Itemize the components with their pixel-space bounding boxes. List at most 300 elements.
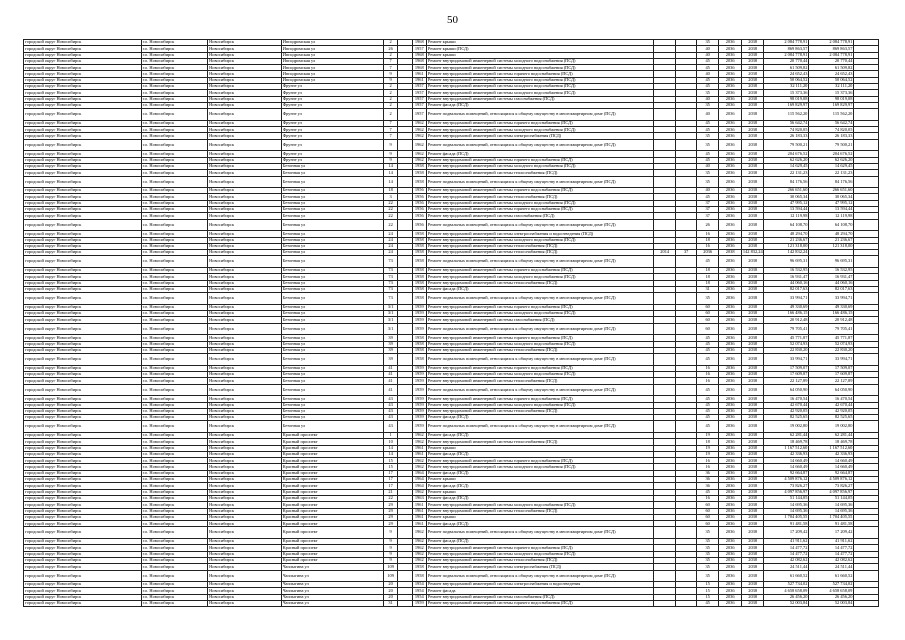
table-row — [24, 90, 879, 96]
start-year-cell: 2036 — [719, 470, 742, 476]
work-type-cell: Ремонт подвальных помещений, относящихся к общему имуществу в многоквартирном доме (ПСД) — [426, 421, 653, 433]
settlement-cell: Новосибирск — [208, 341, 282, 347]
end-year-cell: 2038 — [741, 267, 764, 273]
cost-cell: 84 176,56 — [764, 176, 809, 188]
work-type-cell: Ремонт крыши — [426, 477, 653, 483]
term-cell: 45 — [696, 194, 719, 200]
work-type-cell: Ремонт фасада (ПСД) — [426, 483, 653, 489]
work-type-cell: Ремонт внутридомовой инженерной системы холодного водоснабжения (ПСД) — [426, 402, 653, 408]
cost-cell: 62 626,20 — [764, 157, 809, 163]
house-cell: 15 — [383, 464, 397, 470]
municipality-cell: г.о. Новосибирск — [141, 433, 207, 439]
house-cell: 10 — [383, 439, 397, 445]
total-cost-cell: 52 074,93 — [809, 341, 854, 347]
municipality-cell: г.о. Новосибирск — [141, 286, 207, 292]
work-type-cell: Ремонт фасада (ПСД) — [426, 151, 653, 157]
street-cell: Бетонная ул — [281, 176, 383, 188]
year-cell: 1959 — [412, 304, 426, 310]
settlement-cell: Новосибирск — [208, 237, 282, 243]
end-year-cell: 2038 — [741, 52, 764, 58]
term-cell: 60 — [696, 311, 719, 317]
term-cell: 16 — [696, 231, 719, 237]
cost-cell: 41 911,62 — [764, 539, 809, 545]
owner-cell: городской округ Новосибирск — [24, 335, 142, 341]
municipality-cell: г.о. Новосибирск — [141, 274, 207, 280]
street-cell: Ипподромская ул — [281, 40, 383, 46]
work-type-cell: Ремонт внутридомовой инженерной системы теплоснабжения (ПСД) — [426, 378, 653, 384]
work-type-cell: Ремонт крыши — [426, 40, 653, 46]
end-year-cell: 2038 — [741, 445, 764, 451]
house-cell: 2 — [383, 109, 397, 121]
end-year-cell: 2038 — [741, 527, 764, 539]
cost-cell: 64 108,70 — [764, 219, 809, 231]
work-type-cell: Ремонт внутридомовой инженерной системы холодного водоснабжения (ПСД) — [426, 127, 653, 133]
house-cell: 73 — [383, 274, 397, 280]
owner-cell: городской округ Новосибирск — [24, 237, 142, 243]
owner-cell: городской округ Новосибирск — [24, 71, 142, 77]
total-cost-cell: 869 863,57 — [809, 46, 854, 52]
cost-cell: 48 294,70 — [764, 231, 809, 237]
year-cell: 1961 — [412, 451, 426, 457]
street-cell: Бетонная ул — [281, 188, 383, 194]
year-cell: 1958 — [412, 256, 426, 268]
house-cell: 7 — [383, 65, 397, 71]
settlement-cell: Новосибирск — [208, 163, 282, 169]
extra-cell — [653, 601, 676, 607]
table-row — [24, 396, 879, 402]
total-cost-cell: 14 695,36 — [809, 508, 854, 514]
start-year-cell: 2036 — [719, 458, 742, 464]
municipality-cell: г.о. Новосибирск — [141, 588, 207, 594]
municipality-cell: г.о. Новосибирск — [141, 378, 207, 384]
term-cell: 16 — [696, 458, 719, 464]
street-cell: Фрунзе ул — [281, 84, 383, 90]
total-cost-cell: 17 509,07 — [809, 365, 854, 371]
settlement-cell: Новосибирск — [208, 176, 282, 188]
owner-cell: городской округ Новосибирск — [24, 514, 142, 520]
work-type-cell: Ремонт фасада (ПСД) — [426, 451, 653, 457]
municipality-cell: г.о. Новосибирск — [141, 65, 207, 71]
year-cell: 1961 — [412, 502, 426, 508]
settlement-cell: Новосибирск — [208, 378, 282, 384]
empty-cell — [854, 527, 879, 539]
work-type-cell: Ремонт фасада (ПСД) — [426, 495, 653, 501]
municipality-cell: г.о. Новосибирск — [141, 502, 207, 508]
street-cell: Фрунзе ул — [281, 120, 383, 126]
work-type-cell: Ремонт внутридомовой инженерной системы теплоснабжения (ПСД) — [426, 243, 653, 249]
settlement-cell: Новосибирск — [208, 133, 282, 139]
municipality-cell: г.о. Новосибирск — [141, 58, 207, 64]
end-year-cell: 2038 — [741, 274, 764, 280]
cost-cell: 26 456,20 — [764, 594, 809, 600]
total-cost-cell: 61 509,82 — [809, 65, 854, 71]
municipality-cell: г.о. Новосибирск — [141, 256, 207, 268]
house-cell: 9 — [383, 151, 397, 157]
cost-cell: 527 734,02 — [764, 582, 809, 588]
cost-cell: 22 830,20 — [764, 347, 809, 353]
year-cell: 1962 — [412, 489, 426, 495]
extra-cell — [676, 256, 696, 268]
house-cell: 9 — [383, 551, 397, 557]
table-row — [24, 102, 879, 108]
start-year-cell: 2036 — [719, 495, 742, 501]
owner-cell: городской округ Новосибирск — [24, 127, 142, 133]
house-cell: 73 — [383, 256, 397, 268]
owner-cell: городской округ Новосибирск — [24, 231, 142, 237]
house-cell: 20 — [383, 582, 397, 588]
year-cell: 1956 — [412, 219, 426, 231]
house-cell: 39 — [383, 347, 397, 353]
year-cell: 1958 — [412, 341, 426, 347]
table-row — [24, 464, 879, 470]
year-cell: 1958 — [412, 176, 426, 188]
street-cell: Чаплыгина ул — [281, 601, 383, 607]
owner-cell: городской округ Новосибирск — [24, 458, 142, 464]
start-year-cell: 2036 — [719, 280, 742, 286]
year-cell: 1962 — [412, 133, 426, 139]
start-year-cell: 2036 — [719, 267, 742, 273]
municipality-cell: г.о. Новосибирск — [141, 133, 207, 139]
work-type-cell: Ремонт внутридомовой инженерной системы горячего водоснабжения (ПСД) — [426, 396, 653, 402]
table-row — [24, 127, 879, 133]
street-cell: Бетонная ул — [281, 280, 383, 286]
work-type-cell: Ремонт внутридомовой инженерной системы газоснабжения (ПСД) — [426, 594, 653, 600]
year-cell: 1962 — [412, 527, 426, 539]
year-cell: 1957 — [412, 102, 426, 108]
start-year-cell: 2036 — [719, 433, 742, 439]
extra-cell — [653, 256, 676, 268]
start-year-cell: 2036 — [719, 539, 742, 545]
cost-cell: 47 995,12 — [764, 200, 809, 206]
start-year-cell: 2036 — [719, 521, 742, 527]
owner-cell: городской округ Новосибирск — [24, 194, 142, 200]
table-row — [24, 188, 879, 194]
total-cost-cell: 4 097 856,97 — [809, 489, 854, 495]
owner-cell: городской округ Новосибирск — [24, 96, 142, 102]
cost-cell: 20 770,44 — [764, 58, 809, 64]
total-cost-cell: 64 108,70 — [809, 219, 854, 231]
work-type-cell: Ремонт внутридомовой инженерной системы холодного водоснабжения (ПСД) — [426, 274, 653, 280]
end-year-cell: 2038 — [741, 551, 764, 557]
term-cell: 45 — [696, 421, 719, 433]
street-cell: Фрунзе ул — [281, 139, 383, 151]
year-cell: 1958 — [412, 267, 426, 273]
year-cell: 1963 — [412, 495, 426, 501]
settlement-cell: Новосибирск — [208, 52, 282, 58]
cost-cell: 166 486,15 — [764, 311, 809, 317]
building-cell — [398, 421, 412, 433]
work-type-cell: Ремонт подвальных помещений, относящихся к общему имуществу в многоквартирном доме (ПСД) — [426, 176, 653, 188]
year-cell: 1957 — [412, 109, 426, 121]
term-cell: 19 — [696, 445, 719, 451]
table-row — [24, 200, 879, 206]
year-cell: 1962 — [412, 539, 426, 545]
capital-repair-table — [23, 39, 879, 607]
year-cell: 1956 — [412, 213, 426, 219]
start-year-cell: 2036 — [719, 551, 742, 557]
table-row — [24, 439, 879, 445]
house-cell: 24 — [383, 243, 397, 249]
term-cell: 45 — [696, 354, 719, 366]
street-cell: Ипподромская ул — [281, 52, 383, 58]
work-type-cell: Ремонт подвальных помещений, относящихся к общему имуществу в многоквартирном доме (ПСД) — [426, 256, 653, 268]
year-cell: 1964 — [412, 470, 426, 476]
work-type-cell: Ремонт подвальных помещений, относящихся к общему имуществу в многоквартирном доме (ПСД) — [426, 527, 653, 539]
year-cell: 1958 — [412, 231, 426, 237]
year-cell: 1961 — [412, 445, 426, 451]
start-year-cell: 2036 — [719, 200, 742, 206]
municipality-cell: г.о. Новосибирск — [141, 163, 207, 169]
owner-cell: городской округ Новосибирск — [24, 451, 142, 457]
settlement-cell: Новосибирск — [208, 384, 282, 396]
municipality-cell: г.о. Новосибирск — [141, 40, 207, 46]
settlement-cell: Новосибирск — [208, 477, 282, 483]
owner-cell: городской округ Новосибирск — [24, 433, 142, 439]
street-cell: Чаплыгина ул — [281, 582, 383, 588]
start-year-cell: 2036 — [719, 58, 742, 64]
municipality-cell: г.о. Новосибирск — [141, 200, 207, 206]
house-cell: 22 — [383, 219, 397, 231]
total-cost-cell: 51 144,05 — [809, 495, 854, 501]
term-cell: 45 — [696, 341, 719, 347]
street-cell: Бетонная ул — [281, 194, 383, 200]
settlement-cell: Новосибирск — [208, 280, 282, 286]
total-cost-cell: 22 127,89 — [809, 378, 854, 384]
end-year-cell: 2038 — [741, 470, 764, 476]
settlement-cell: Новосибирск — [208, 213, 282, 219]
municipality-cell: г.о. Новосибирск — [141, 451, 207, 457]
extra-cell — [653, 293, 676, 305]
house-cell: 73 — [383, 286, 397, 292]
total-cost-cell: 42 082,62 — [809, 557, 854, 563]
end-year-cell: 2038 — [741, 71, 764, 77]
empty-cell — [854, 323, 879, 335]
cost-cell: 42 670,44 — [764, 402, 809, 408]
start-year-cell: 2036 — [719, 489, 742, 495]
municipality-cell: г.о. Новосибирск — [141, 601, 207, 607]
term-cell: 45 — [696, 415, 719, 421]
cost-cell: 17 209,42 — [764, 527, 809, 539]
cost-cell: 14 660,49 — [764, 458, 809, 464]
year-cell: 1958 — [412, 237, 426, 243]
year-cell: 1958 — [412, 170, 426, 176]
end-year-cell: 2038 — [741, 477, 764, 483]
house-cell: 41 — [383, 384, 397, 396]
street-cell: Бетонная ул — [281, 347, 383, 353]
work-type-cell: Ремонт внутридомовой инженерной системы газоснабжения (ПСД) — [426, 96, 653, 102]
municipality-cell: г.о. Новосибирск — [141, 267, 207, 273]
total-cost-cell: 21 236,67 — [809, 237, 854, 243]
owner-cell: городской округ Новосибирск — [24, 46, 142, 52]
empty-cell — [854, 570, 879, 582]
building-cell — [398, 139, 412, 151]
street-cell: Бетонная ул — [281, 384, 383, 396]
cost-cell: 2 084 778,91 — [764, 40, 809, 46]
term-cell: 45 — [696, 347, 719, 353]
term-cell: 16 — [696, 372, 719, 378]
municipality-cell: г.о. Новосибирск — [141, 52, 207, 58]
total-cost-cell: 16 931,47 — [809, 274, 854, 280]
end-year-cell: 2038 — [741, 213, 764, 219]
end-year-cell: 2038 — [741, 102, 764, 108]
cost-cell: 12 119,98 — [764, 213, 809, 219]
year-cell: 1958 — [412, 293, 426, 305]
end-year-cell: 2038 — [741, 304, 764, 310]
end-year-cell: 2038 — [741, 120, 764, 126]
owner-cell: городской округ Новосибирск — [24, 65, 142, 71]
year-cell: 1961 — [412, 514, 426, 520]
settlement-cell: Новосибирск — [208, 514, 282, 520]
house-cell: 73 — [383, 267, 397, 273]
street-cell: Красный проспект — [281, 495, 383, 501]
table-row — [24, 256, 879, 268]
cost-cell: 26 183,33 — [764, 133, 809, 139]
house-cell: 14 — [383, 163, 397, 169]
end-year-cell: 2038 — [741, 84, 764, 90]
house-cell: 41 — [383, 372, 397, 378]
municipality-cell: г.о. Новосибирск — [141, 250, 207, 256]
street-cell: Бетонная ул — [281, 396, 383, 402]
total-cost-cell: 17 209,42 — [809, 527, 854, 539]
work-type-cell: Ремонт подвальных помещений, относящихся к общему имуществу в многоквартирном доме (ПСД) — [426, 293, 653, 305]
end-year-cell: 2038 — [741, 58, 764, 64]
year-cell: 1962 — [412, 157, 426, 163]
total-cost-cell: 16 532,95 — [809, 267, 854, 273]
end-year-cell: 2038 — [741, 243, 764, 249]
total-cost-cell: 62 626,20 — [809, 157, 854, 163]
owner-cell: городской округ Новосибирск — [24, 176, 142, 188]
municipality-cell: г.о. Новосибирск — [141, 341, 207, 347]
table-row — [24, 207, 879, 213]
term-cell: 16 — [696, 464, 719, 470]
house-cell: 3/1 — [383, 323, 397, 335]
end-year-cell: 2038 — [741, 286, 764, 292]
work-type-cell: Ремонт внутридомовой инженерной системы горячего водоснабжения (ПСД) — [426, 601, 653, 607]
table-row — [24, 323, 879, 335]
street-cell: Бетонная ул — [281, 354, 383, 366]
settlement-cell: Новосибирск — [208, 508, 282, 514]
owner-cell: городской округ Новосибирск — [24, 483, 142, 489]
cost-cell: 21 236,67 — [764, 237, 809, 243]
cost-cell: 14 695,36 — [764, 508, 809, 514]
total-cost-cell: 91 481,58 — [809, 521, 854, 527]
cost-cell: 52 003,84 — [764, 601, 809, 607]
year-cell: 1968 — [412, 40, 426, 46]
municipality-cell: г.о. Новосибирск — [141, 139, 207, 151]
term-cell: 36 — [696, 483, 719, 489]
municipality-cell: г.о. Новосибирск — [141, 243, 207, 249]
owner-cell: городской округ Новосибирск — [24, 402, 142, 408]
owner-cell: городской округ Новосибирск — [24, 421, 142, 433]
work-type-cell: Ремонт внутридомовой инженерной системы холодного водоснабжения (ПСД) — [426, 65, 653, 71]
settlement-cell: Новосибирск — [208, 304, 282, 310]
year-cell: 1959 — [412, 372, 426, 378]
street-cell: Бетонная ул — [281, 250, 383, 256]
table-row — [24, 120, 879, 126]
owner-cell: городской округ Новосибирск — [24, 464, 142, 470]
total-cost-cell: 50 064,52 — [809, 77, 854, 83]
total-cost-cell: 17 609,87 — [809, 372, 854, 378]
settlement-cell: Новосибирск — [208, 90, 282, 96]
start-year-cell: 2036 — [719, 286, 742, 292]
settlement-cell: Новосибирск — [208, 439, 282, 445]
table-row — [24, 176, 879, 188]
start-year-cell: 2036 — [719, 502, 742, 508]
end-year-cell: 2038 — [741, 90, 764, 96]
street-cell: Красный проспект — [281, 545, 383, 551]
street-cell: Красный проспект — [281, 539, 383, 545]
cost-cell: 61 509,82 — [764, 65, 809, 71]
street-cell: Бетонная ул — [281, 256, 383, 268]
owner-cell: городской округ Новосибирск — [24, 396, 142, 402]
start-year-cell: 2036 — [719, 231, 742, 237]
total-cost-cell: 24 652,43 — [809, 71, 854, 77]
total-cost-cell: 14 477,72 — [809, 545, 854, 551]
total-cost-cell: 82 017,63 — [809, 286, 854, 292]
end-year-cell: 2038 — [741, 372, 764, 378]
settlement-cell: Новосибирск — [208, 594, 282, 600]
owner-cell: городской округ Новосибирск — [24, 40, 142, 46]
cost-cell: 64 050,90 — [764, 384, 809, 396]
start-year-cell: 2036 — [719, 396, 742, 402]
end-year-cell: 2038 — [741, 396, 764, 402]
start-year-cell: 2036 — [719, 46, 742, 52]
end-year-cell: 2038 — [741, 582, 764, 588]
work-type-cell: Ремонт внутридомовой инженерной системы горячего водоснабжения (ПСД) — [426, 335, 653, 341]
street-cell: Красный проспект — [281, 514, 383, 520]
house-cell: 22 — [383, 200, 397, 206]
settlement-cell: Новосибирск — [208, 489, 282, 495]
settlement-cell: Новосибирск — [208, 527, 282, 539]
street-cell: Чаплыгина ул — [281, 570, 383, 582]
table-row — [24, 280, 879, 286]
total-cost-cell: 84 176,56 — [809, 176, 854, 188]
owner-cell: городской округ Новосибирск — [24, 365, 142, 371]
settlement-cell: Новосибирск — [208, 243, 282, 249]
start-year-cell: 2036 — [719, 335, 742, 341]
municipality-cell: г.о. Новосибирск — [141, 372, 207, 378]
end-year-cell: 2038 — [741, 219, 764, 231]
work-type-cell: Ремонт внутридомовой инженерной системы холодного водоснабжения (ПСД) — [426, 90, 653, 96]
street-cell: Бетонная ул — [281, 421, 383, 433]
term-cell: 35 — [696, 570, 719, 582]
owner-cell: городской округ Новосибирск — [24, 415, 142, 421]
owner-cell: городской округ Новосибирск — [24, 601, 142, 607]
work-type-cell: Ремонт внутридомовой инженерной системы электроснабжения (ПСД) — [426, 133, 653, 139]
owner-cell: городской округ Новосибирск — [24, 527, 142, 539]
end-year-cell: 2038 — [741, 170, 764, 176]
table-row — [24, 477, 879, 483]
settlement-cell: Новосибирск — [208, 139, 282, 151]
end-year-cell: 2038 — [741, 46, 764, 52]
year-cell: 1959 — [412, 415, 426, 421]
cost-cell: 14 629,45 — [764, 163, 809, 169]
municipality-cell: г.о. Новосибирск — [141, 96, 207, 102]
end-year-cell: 2038 — [741, 354, 764, 366]
end-year-cell: 2038 — [741, 311, 764, 317]
municipality-cell: г.о. Новосибирск — [141, 71, 207, 77]
table-row — [24, 317, 879, 323]
street-cell: Красный проспект — [281, 439, 383, 445]
settlement-cell: Новосибирск — [208, 470, 282, 476]
settlement-cell: Новосибирск — [208, 151, 282, 157]
start-year-cell: 2036 — [719, 109, 742, 121]
year-cell: 1959 — [412, 365, 426, 371]
term-cell: 40 — [696, 52, 719, 58]
table-row — [24, 483, 879, 489]
house-cell: 41 — [383, 365, 397, 371]
municipality-cell: г.о. Новосибирск — [141, 170, 207, 176]
